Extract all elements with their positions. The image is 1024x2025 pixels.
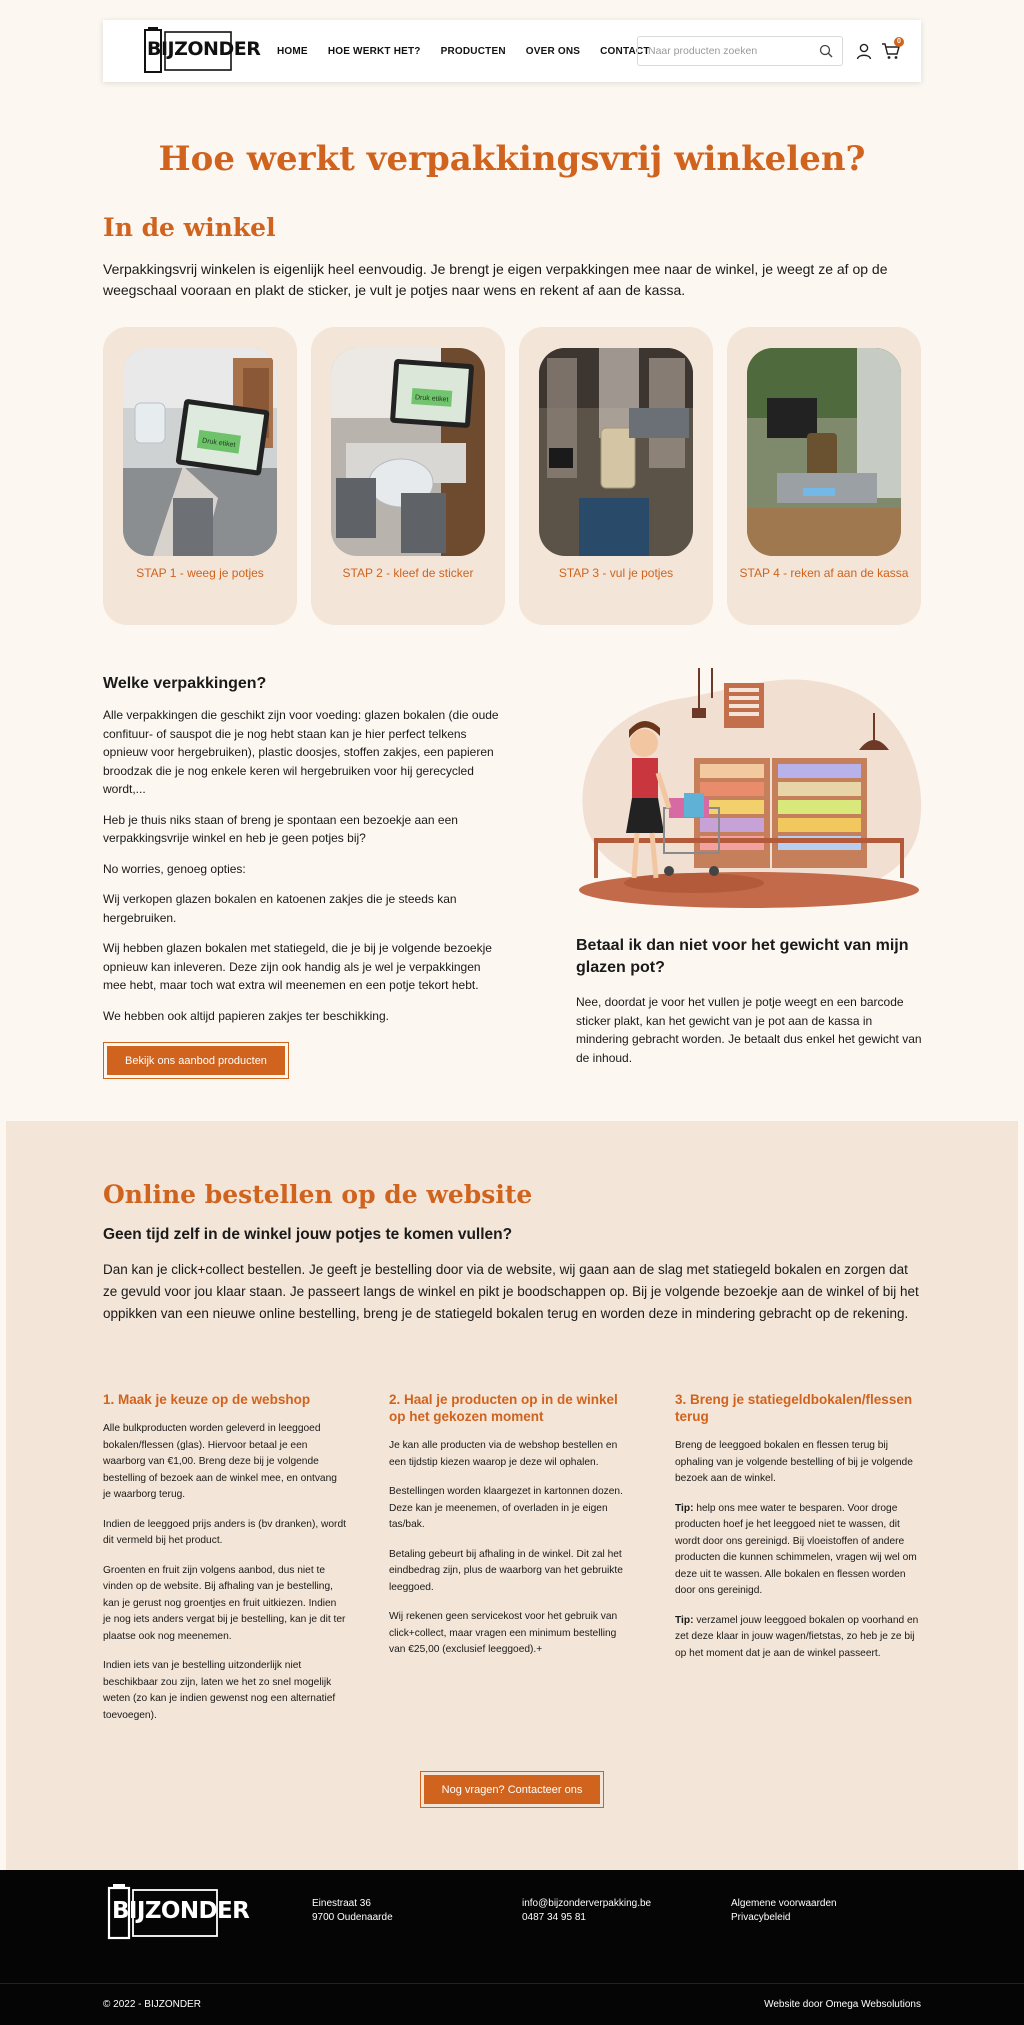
step-4-photo (747, 348, 901, 556)
column-paragraph: Alle bulkproducten worden geleverd in leeggoed bokalen/flessen (glas). Hiervoor betaal je een waarborg van €1,00. Breng deze bij je volgende bestelling of bezoek aan de winkel mee, en ontvang je waarborg terug. (103, 1423, 337, 1500)
copyright: © 2022 - BIJZONDER (103, 1999, 201, 2010)
packaging-paragraph: Alle verpakkingen die geschikt zijn voor voeding: glazen bokalen (die oude confituur- of sauspot die je nog hebt staan kan je hier perfect telkens opnieuw voor hergebruiken), plastic doosjes, stoffen zakjes, een papieren broodzak die je nog enkele keren wil hergebruiken voor hij gerecycled wordt,... (103, 708, 499, 796)
packaging-text (103, 706, 505, 1037)
tip-text: verzamel jouw leeggoed bokalen op voorhand en zet deze klaar in jouw wagen/fietstas, zo heb je ze bij op het moment dat je aan de winkel passeert. (675, 1614, 919, 1659)
cart-count-badge: 0 (894, 37, 904, 47)
footer-divider (0, 1983, 1024, 1984)
view-products-button[interactable]: Bekijk ons aanbod producten (107, 1046, 285, 1075)
nav-about[interactable]: OVER ONS (525, 45, 581, 57)
footer-email-link[interactable]: info@bijzonderverpakking.be (522, 1898, 652, 1909)
nav-products[interactable]: PRODUCTEN (440, 45, 506, 57)
footer-contact (522, 1897, 651, 1925)
step-3-photo (539, 348, 693, 556)
terms-link[interactable]: Algemene voorwaarden (731, 1898, 837, 1909)
contact-button[interactable]: Nog vragen? Contacteer ons (424, 1775, 600, 1804)
step-1-photo (123, 348, 277, 556)
weight-question-title: Betaal ik dan niet voor het gewicht van mijn glazen pot? (576, 937, 909, 976)
step-4-label: STAP 4 - reken af aan de kassa (739, 566, 909, 580)
column-paragraph: Je kan alle producten via de webshop bestellen en een tijdstip kiezen waarop je deze wil ophalen. (389, 1440, 618, 1468)
nav-contact[interactable]: CONTACT (600, 45, 650, 57)
column-paragraph: Groenten en fruit zijn volgens aanbod, dus niet te vinden op de website. Bij afhaling van je bestelling, kan je gerust nog groentjes en fruit uitkiezen. Indien je nog iets anders vergat bij je bestelling, kan je dit ter plaatse ook nog meenemen. (103, 1564, 346, 1642)
privacy-link[interactable]: Privacybeleid (731, 1912, 791, 1923)
step-3-label: STAP 3 - vul je potjes (558, 566, 674, 580)
column-paragraph (675, 1501, 919, 1600)
logo-text: BIJZONDER (147, 38, 261, 60)
search-box (637, 36, 843, 66)
page-title: Hoe werkt verpakkingsvrij winkelen? (158, 139, 866, 179)
column-paragraph: Indien de leeggoed prijs anders is (bv dranken), wordt dit vermeld bij het product. (103, 1518, 346, 1546)
tip-label: Tip: (675, 1502, 694, 1514)
site-footer (0, 1870, 1024, 2025)
online-intro: Dan kan je click+collect bestellen. Je geeft je bestelling door via de website, wij gaan aan de slag met statiegeld bokalen en zorgen dat ze gevuld voor jou klaar staan. Je passeert langs de winkel en pikt je boodschappen op. Bij je volgende bezoekje aan de winkel of bij het oppikken van een nieuwe online bestelling, breng je de statiegeld bokalen terug en worden deze in mindering gebracht op de rekening. (103, 1262, 919, 1321)
packaging-paragraph: Wij hebben glazen bokalen met statiegeld, die je bij je volgende bezoekje opnieuw kan inleveren. Deze zijn ook handig als je wel je verpakkingen mee hebt, maar toch wat extra wil meenemen en een potje tekort hebt. (103, 941, 492, 992)
search-input[interactable] (638, 45, 808, 57)
footer-logo[interactable] (103, 1880, 250, 1942)
nav-how-it-works[interactable]: HOE WERKT HET? (327, 45, 421, 57)
steps-row (103, 327, 921, 625)
online-column-2 (389, 1391, 633, 1672)
tip-text: help ons mee water te besparen. Voor droge producten hoef je het leeggoed niet te wassen, dit wordt door ons gereinigd. Bij vloeistoffen of andere producten die kunnen schimmelen, vragen wij wel om deze uit te wassen. Alle bokalen en flessen worden door ons gereinigd. (675, 1502, 917, 1596)
column-paragraph: Betaling gebeurt bij afhaling in de winkel. Dit zal het eindbedrag zijn, plus de waarborg van het gebruikte leeggoed. (389, 1548, 623, 1593)
column-paragraph (675, 1613, 919, 1663)
column-paragraph: Indien iets van je bestelling uitzonderlijk niet beschikbaar zou zijn, laten we het zo snel mogelijk weten (zo kan je indien gewenst nog een alternatief toevoegen). (103, 1660, 336, 1721)
step-card-3 (519, 327, 713, 625)
tip-label: Tip: (675, 1614, 694, 1626)
store-intro: Verpakkingsvrij winkelen is eigenlijk heel eenvoudig. Je brengt je eigen verpakkingen mee naar de winkel, je weegt ze af op de weegschaal vooraan en plakt de sticker, je vult je potjes naar wens en rekent af aan de kassa. (103, 261, 888, 298)
column-3-heading: 3. Breng je statiegeldbokalen/flessen terug (675, 1392, 913, 1424)
packaging-title: Welke verpakkingen? (103, 675, 267, 692)
nav-home[interactable]: HOME (277, 45, 308, 57)
step-1-screen-text: Druk etiket (201, 437, 236, 450)
footer-phone-link[interactable]: 0487 34 95 81 (522, 1912, 586, 1923)
column-paragraph: Breng de leeggoed bokalen en flessen terug bij ophaling van je volgende bestelling of bij je volgende bezoek aan de winkel. (675, 1440, 913, 1484)
step-1-label: STAP 1 - weeg je potjes (136, 566, 264, 580)
packaging-paragraph: No worries, genoeg opties: (103, 861, 246, 876)
site-header (103, 20, 921, 82)
column-1-heading: 1. Maak je keuze op de webshop (103, 1392, 311, 1407)
search-icon[interactable] (819, 44, 833, 58)
weight-answer: Nee, doordat je voor het vullen je potje weegt en een barcode sticker plakt, kan het gewicht van je pot aan de kassa in mindering gebracht worden. Je betaalt dus enkel het gewicht van de inhoud. (576, 995, 922, 1065)
step-card-1 (103, 327, 297, 625)
step-card-2 (311, 327, 505, 625)
address-city: 9700 Oudenaarde (312, 1912, 393, 1923)
column-paragraph: Wij rekenen geen servicekost voor het gebruik van click+collect, maar vragen een minimum bestelling van €25,00 (exclusief leeggoed).+ (389, 1611, 618, 1655)
footer-address (312, 1897, 393, 1925)
online-section-title: Online bestellen op de website (103, 1180, 533, 1209)
website-credit[interactable]: Website door Omega Websolutions (764, 1999, 921, 2010)
packaging-paragraph: Heb je thuis niks staan of breng je spontaan een bezoekje aan een verpakkingsvrije winkel en heb je geen potjes bij? (103, 812, 458, 845)
shop-illustration (574, 668, 924, 908)
logo[interactable] (139, 24, 261, 76)
column-paragraph: Bestellingen worden klaargezet in kartonnen dozen. Deze kan je meenemen, of overladen in je eigen tas/bak. (389, 1486, 623, 1530)
address-street: Einestraat 36 (312, 1898, 371, 1909)
packaging-paragraph: We hebben ook altijd papieren zakjes ter beschikking. (103, 1008, 389, 1023)
step-2-label: STAP 2 - kleef de sticker (342, 566, 474, 580)
user-icon[interactable] (855, 42, 873, 60)
online-subtitle: Geen tijd zelf in de winkel jouw potjes te komen vullen? (103, 1226, 513, 1243)
step-2-photo (331, 348, 485, 556)
packaging-paragraph: Wij verkopen glazen bokalen en katoenen zakjes die je steeds kan hergebruiken. (103, 892, 457, 925)
footer-logo-text: BIJZONDER (112, 1898, 250, 1924)
column-2-heading: 2. Haal je producten op in de winkel op het gekozen moment (389, 1392, 618, 1424)
store-section-title: In de winkel (103, 213, 276, 242)
online-column-1 (103, 1391, 347, 1737)
main-nav (277, 20, 650, 82)
online-column-3 (675, 1391, 919, 1675)
step-2-screen-text: Druk etiket (414, 394, 449, 404)
footer-links (731, 1897, 837, 1925)
step-card-4 (727, 327, 921, 625)
